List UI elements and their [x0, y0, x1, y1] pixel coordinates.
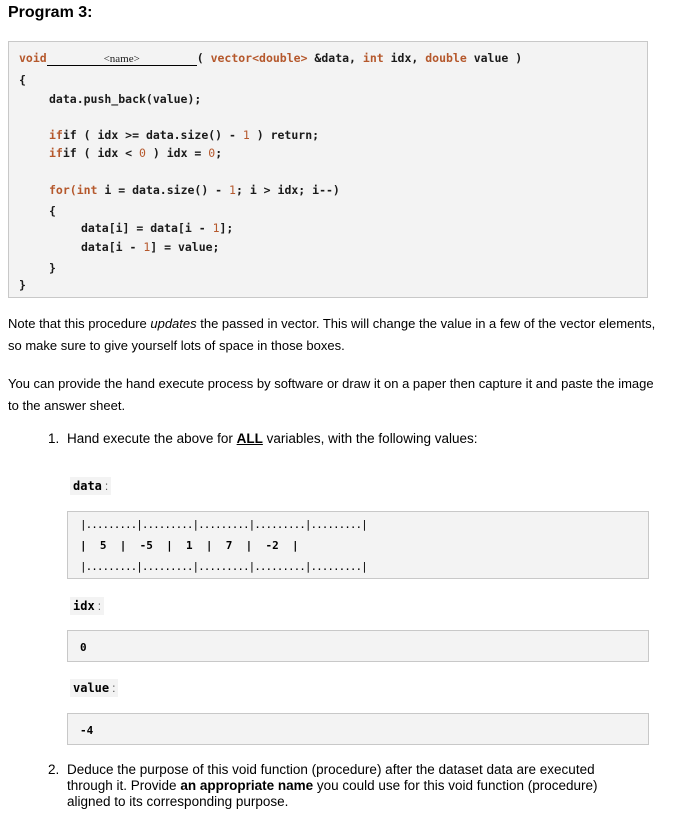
function-name-blank[interactable]: <name> — [47, 53, 197, 66]
array-cell: -5 — [139, 539, 153, 552]
code-inner-open-brace: { — [49, 204, 56, 218]
value-value: -4 — [80, 724, 94, 737]
colon-mark: : — [104, 479, 109, 493]
code-assign: ) idx = — [145, 146, 209, 160]
code-assign-left: data[i] = data[i - — [81, 221, 213, 235]
code-if-keyword: if — [49, 128, 63, 142]
page-title: Program 3: — [8, 4, 93, 21]
colon-mark: : — [97, 599, 102, 613]
colon-mark: : — [112, 681, 116, 695]
code-number: 1 — [143, 240, 151, 254]
code-number: 1 — [242, 128, 250, 142]
question-1-emphasis: ALL — [236, 431, 263, 446]
data-label — [70, 477, 111, 495]
code-if-cond: if ( idx >= data.size() - — [62, 128, 243, 142]
code-block — [8, 41, 648, 298]
code-for-keyword: for( — [49, 183, 77, 197]
idx-label — [70, 597, 104, 615]
question-1-number: 1. — [48, 431, 60, 446]
code-assign-right: ]; — [219, 221, 234, 235]
data-array-box[interactable] — [67, 511, 649, 579]
code-double-keyword: double — [425, 51, 467, 65]
code-int-keyword: int — [76, 183, 98, 197]
code-number: 0 — [208, 146, 216, 160]
question-2-line-1: Deduce the purpose of this void function (procedure) after the dataset data are executed — [67, 762, 595, 777]
code-push-back: data.push_back(value); — [49, 92, 202, 106]
code-if-keyword: if — [49, 146, 63, 160]
code-return: ) return; — [249, 128, 320, 142]
idx-label-text: idx — [73, 599, 95, 613]
code-assign-shift — [81, 221, 233, 235]
array-cell: 7 — [225, 539, 233, 552]
code-assign-right: ] = value; — [150, 240, 220, 254]
code-if-negative — [49, 146, 222, 160]
code-assign-value — [81, 240, 220, 254]
array-values-row: | 5 | -5 | 1 | 7 | -2 | — [80, 539, 299, 552]
value-label-text: value — [73, 681, 110, 695]
note-paragraph — [8, 313, 668, 357]
value-value-box[interactable] — [67, 713, 649, 745]
question-1 — [67, 431, 477, 447]
code-int-keyword: int — [362, 51, 384, 65]
question-2-line-2 — [67, 778, 598, 794]
code-close-brace: } — [19, 278, 26, 292]
array-bottom-border: |.........|.........|.........|.........|.........| — [80, 560, 367, 573]
code-if-bound — [49, 128, 319, 142]
array-cell: 1 — [186, 539, 193, 552]
array-cell: 5 — [99, 539, 107, 552]
question-2-emphasis: an appropriate name — [180, 778, 314, 793]
question-2-line-3: aligned to its corresponding purpose. — [67, 794, 289, 809]
note-text-after: the passed in vector. This will change the value in a few of the vector elements, so make sure to give yourself lots of space in those boxes. — [8, 316, 656, 353]
code-inner-close-brace: } — [49, 261, 56, 275]
code-if-cond: if ( idx < — [62, 146, 140, 160]
code-semicolon: ; — [215, 146, 223, 160]
code-number: 0 — [139, 146, 146, 160]
hand-execute-paragraph: You can provide the hand execute process by software or draw it on a paper then capture it and paste the image to the answer sheet. — [8, 376, 654, 413]
question-1-before: Hand execute the above for — [67, 431, 237, 446]
code-for-init: i = data.size() - — [97, 183, 230, 197]
array-top-border: |.........|.........|.........|.........|.........| — [80, 518, 367, 531]
data-label-text: data — [73, 479, 102, 493]
array-cell: -2 — [265, 539, 279, 552]
value-label — [70, 679, 118, 697]
code-param-type: vector<double> — [210, 51, 308, 65]
idx-value-box[interactable] — [67, 630, 649, 662]
note-text-before: Note that this procedure — [8, 316, 151, 331]
code-for-loop — [49, 183, 340, 197]
code-param-idx: idx, — [383, 51, 426, 65]
code-params-open: ( — [196, 51, 211, 65]
code-number: 1 — [212, 221, 220, 235]
code-number: 1 — [229, 183, 236, 197]
code-void-keyword: void — [19, 51, 47, 65]
question-2-number: 2. — [48, 762, 60, 777]
code-param-data: &data, — [307, 51, 363, 65]
question-2-after: you could use for this void function (procedure) — [313, 778, 598, 793]
note-emphasis: updates — [150, 316, 197, 331]
code-signature — [19, 51, 522, 66]
code-param-value: value ) — [466, 51, 523, 65]
code-for-cond: ; i > idx; i--) — [235, 183, 340, 197]
question-1-after: variables, with the following values: — [262, 431, 478, 446]
idx-value: 0 — [80, 641, 87, 654]
code-open-brace: { — [19, 73, 26, 87]
code-assign-left: data[i - — [81, 240, 144, 254]
question-2-before: through it. Provide — [67, 778, 181, 793]
